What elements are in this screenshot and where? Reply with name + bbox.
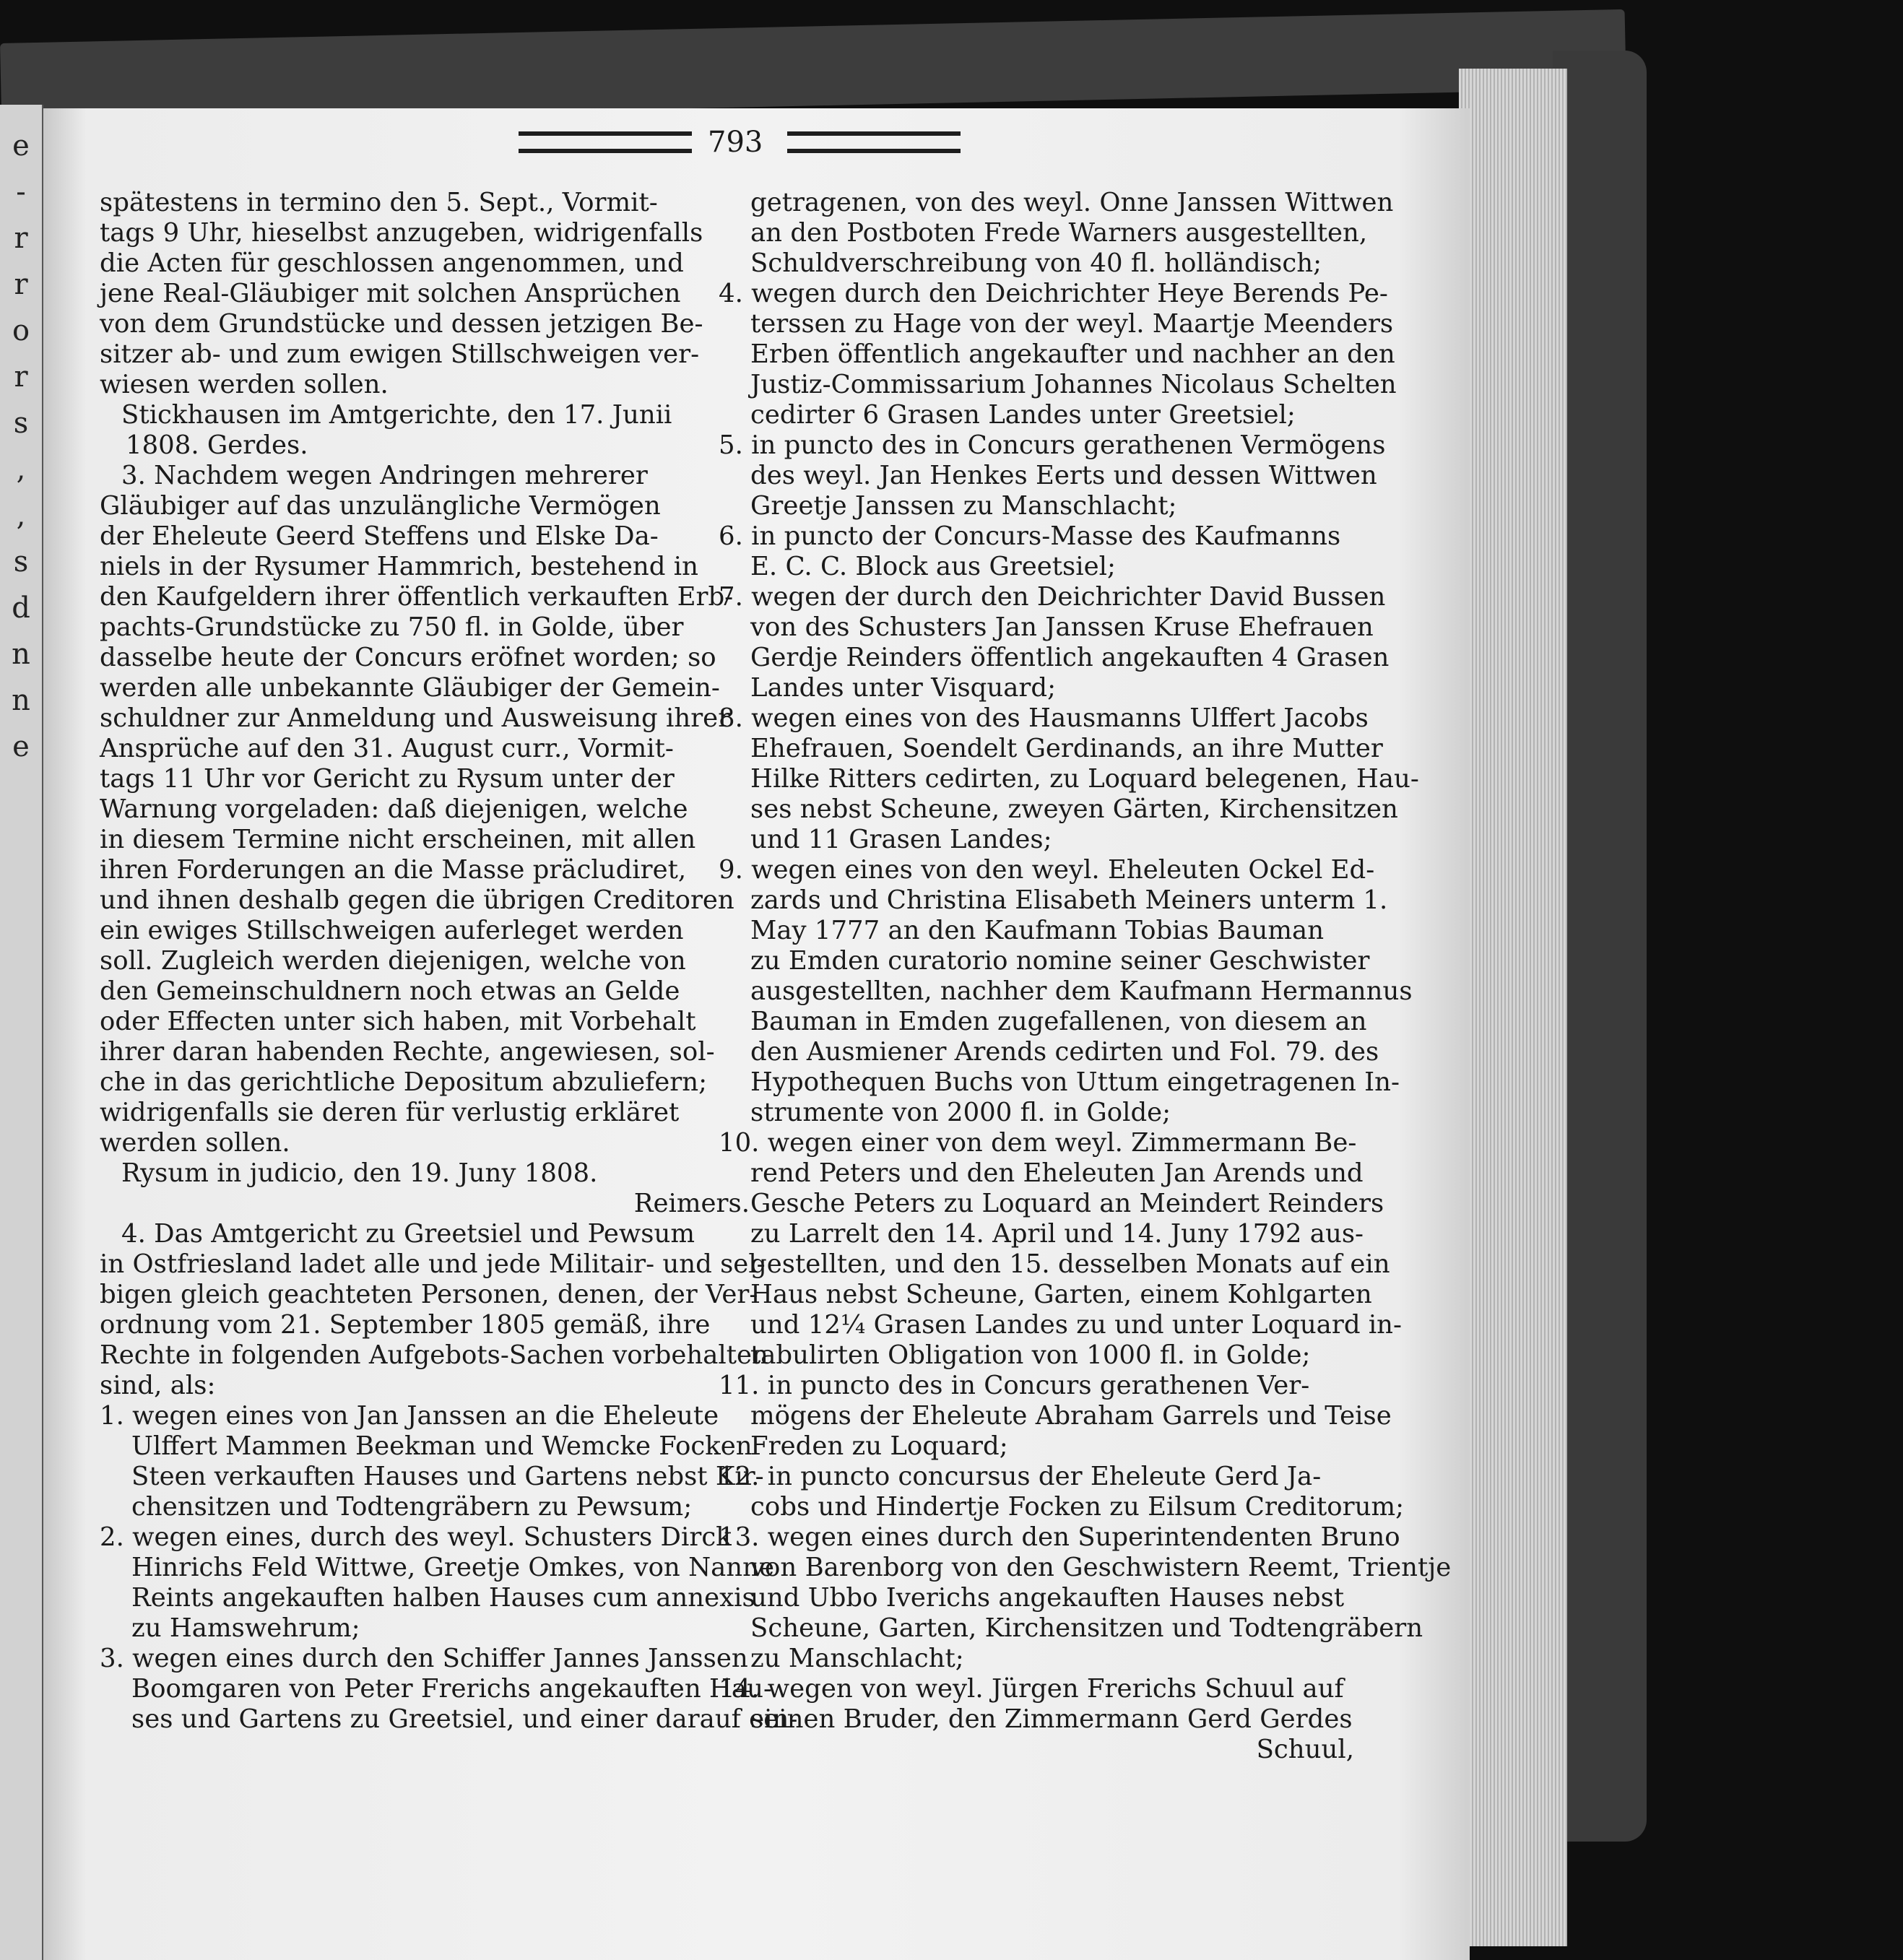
left-column-line: ihrer daran habenden Rechte, angewiesen, sol- [100,1037,715,1067]
right-column-line: ausgestellten, nachher dem Kaufmann Hermannus [750,976,1413,1006]
left-column-line: sitzer ab- und zum ewigen Stillschweigen ver- [100,339,700,369]
left-edge-char: e [12,129,30,162]
left-column-line: schuldner zur Anmeldung und Ausweisung ihrer [100,703,731,733]
left-column-line: 4. Das Amtgericht zu Greetsiel und Pewsum [121,1219,695,1249]
right-column-line: tabulirten Obligation von 1000 fl. in Golde; [750,1340,1311,1370]
left-edge-char: n [12,684,30,717]
right-column-line: 10. wegen einer von dem weyl. Zimmermann Be- [719,1128,1357,1158]
left-column-line: widrigenfalls sie deren für verlustig erkläret [100,1098,680,1127]
right-column-line: gestellten, und den 15. desselben Monats auf ein [750,1249,1390,1279]
left-column-line: 1808. Gerdes. [126,430,308,460]
left-column-line: spätestens in termino den 5. Sept., Vormit- [100,188,658,217]
left-column-line: sind, als: [100,1371,216,1400]
left-column-line: den Kaufgeldern ihrer öffentlich verkauften Erb- [100,582,734,612]
right-column-line: 14. wegen von weyl. Jürgen Frerichs Schuul auf [719,1674,1344,1704]
right-column-line: Schuldverschreibung von 40 fl. holländisch; [750,248,1322,278]
left-column-line: Boomgaren von Peter Frerichs angekauften Hau- [131,1674,772,1704]
right-column-line: rend Peters und den Eheleuten Jan Arends und [750,1158,1364,1188]
right-column-line: Gerdje Reinders öffentlich angekauften 4 Grasen [750,643,1390,672]
right-column-line: getragenen, von des weyl. Onne Janssen Wittwen [750,188,1394,217]
left-column-line: soll. Zugleich werden diejenigen, welche von [100,946,686,976]
left-column-line: Stickhausen im Amtgerichte, den 17. Junii [121,400,672,430]
left-column-line: chensitzen und Todtengräbern zu Pewsum; [131,1492,693,1522]
left-column-line: ein ewiges Stillschweigen auferleget werden [100,916,684,945]
left-column-line: werden sollen. [100,1128,290,1158]
left-column-line: 3. wegen eines durch den Schiffer Jannes Janssen [100,1644,748,1673]
left-edge-char: , [16,499,26,532]
right-column-line: cedirter 6 Grasen Landes unter Greetsiel; [750,400,1296,430]
left-column-line: in diesem Termine nicht erscheinen, mit allen [100,825,696,854]
left-edge-char: r [14,268,28,301]
left-edge-char: - [16,175,26,209]
page-edges [1459,69,1567,1946]
right-column-line: Erben öffentlich angekaufter und nachher an den [750,339,1395,369]
right-column [719,188,1452,1765]
left-column-line: ihren Forderungen an die Masse präcludiret, [100,855,687,885]
left-column-line: pachts-Grundstücke zu 750 fl. in Golde, über [100,612,684,642]
right-column-line: zards und Christina Elisabeth Meiners unterm 1. [750,885,1388,915]
right-column-line: Landes unter Visquard; [750,673,1057,703]
left-column-line: Reints angekauften halben Hauses cum annexis [131,1583,755,1613]
left-column-line: in Ostfriesland ladet alle und jede Militair- und sel- [100,1249,766,1279]
left-column-line: wiesen werden sollen. [100,370,389,399]
left-column-line: den Gemeinschuldnern noch etwas an Gelde [100,976,680,1006]
right-column-line: 5. in puncto des in Concurs gerathenen Vermögens [719,430,1386,460]
book-page [43,108,1470,1960]
left-edge-char: d [12,591,30,625]
right-column-line: 4. wegen durch den Deichrichter Heye Berends Pe- [719,279,1388,308]
right-column-line: Bauman in Emden zugefallenen, von diesem an [750,1007,1367,1036]
left-column-line: tags 11 Uhr vor Gericht zu Rysum unter der [100,764,675,794]
right-column-line: und 11 Grasen Landes; [750,825,1052,854]
right-column-line: Scheune, Garten, Kirchensitzen und Todtengräbern [750,1613,1423,1643]
right-column-line: E. C. C. Block aus Greetsiel; [750,552,1116,581]
left-column-line: dasselbe heute der Concurs eröfnet worden; so [100,643,716,672]
left-edge-char: r [14,222,28,255]
left-column-line: ordnung vom 21. September 1805 gemäß, ihre [100,1310,711,1340]
right-column-line: Ehefrauen, Soendelt Gerdinands, an ihre Mutter [750,734,1383,763]
left-column-line: zu Hamswehrum; [131,1613,360,1643]
left-column [100,188,798,1735]
right-column-line: Greetje Janssen zu Manschlacht; [750,491,1177,521]
right-column-line: 11. in puncto des in Concurs gerathenen Ver- [719,1371,1310,1400]
right-column-line: cobs und Hindertje Focken zu Eilsum Creditorum; [750,1492,1405,1522]
right-column-line: von Barenborg von den Geschwistern Reemt, Trientje [750,1553,1452,1582]
left-column-line: Ansprüche auf den 31. August curr., Vormit- [100,734,674,763]
left-column-line: ses und Gartens zu Greetsiel, und einer darauf ein- [131,1704,798,1734]
left-column-line: Ulffert Mammen Beekman und Wemcke Focken [131,1431,753,1461]
left-column-line: bigen gleich geachteten Personen, denen, der Ver- [100,1280,758,1309]
right-column-line: des weyl. Jan Henkes Eerts und dessen Wittwen [750,461,1377,490]
right-column-line: 9. wegen eines von den weyl. Eheleuten Ockel Ed- [719,855,1375,885]
left-column-line: werden alle unbekannte Gläubiger der Gemein- [100,673,720,703]
right-column-line: terssen zu Hage von der weyl. Maartje Meenders [750,309,1394,339]
right-column-line: und Ubbo Iverichs angekauften Hauses nebst [750,1583,1345,1613]
right-column-line: Schuul, [1256,1735,1354,1764]
right-column-line: den Ausmiener Arends cedirten und Fol. 79. des [750,1037,1379,1067]
right-column-line: strumente von 2000 fl. in Golde; [750,1098,1171,1127]
left-column-line: 1. wegen eines von Jan Janssen an die Eheleute [100,1401,719,1431]
left-column-line: von dem Grundstücke und dessen jetzigen Be- [100,309,703,339]
right-column-line: 7. wegen der durch den Deichrichter David Bussen [719,582,1386,612]
right-column-line: Gesche Peters zu Loquard an Meindert Reinders [750,1189,1384,1218]
left-column-line: che in das gerichtliche Depositum abzuliefern; [100,1067,708,1097]
right-column-line: zu Emden curatorio nomine seiner Geschwister [750,946,1370,976]
left-column-line: 2. wegen eines, durch des weyl. Schusters Dirck [100,1522,732,1552]
right-column-line: Justiz-Commissarium Johannes Nicolaus Schelten [750,370,1397,399]
left-column-line: Gläubiger auf das unzulängliche Vermögen [100,491,661,521]
left-edge-char: e [12,730,30,763]
header-rule-left [519,131,692,153]
right-column-line: May 1777 an den Kaufmann Tobias Bauman [750,916,1325,945]
left-edge-char: , [16,453,26,486]
left-edge-char: r [14,360,28,394]
right-column-line: Freden zu Loquard; [750,1431,1008,1461]
right-column-line: seinen Bruder, den Zimmermann Gerd Gerdes [750,1704,1353,1734]
left-column-line: Hinrichs Feld Wittwe, Greetje Omkes, von Nanne [131,1553,775,1582]
left-column-line: 3. Nachdem wegen Andringen mehrerer [121,461,648,490]
right-column-line: Hilke Ritters cedirten, zu Loquard belegenen, Hau- [750,764,1419,794]
header-rule-right [787,131,961,153]
right-column-line: zu Manschlacht; [750,1644,964,1673]
right-column-line: an den Postboten Frede Warners ausgestellten, [750,218,1368,248]
page-number: 793 [708,126,763,159]
left-page-text [0,123,42,770]
left-column-line: Reimers. [633,1189,750,1218]
left-column-line: der Eheleute Geerd Steffens und Elske Da- [100,521,659,551]
right-column-line: zu Larrelt den 14. April und 14. Juny 1792 aus- [750,1219,1364,1249]
page-header [43,108,1470,173]
left-edge-char: s [13,407,29,440]
right-column-line: 8. wegen eines von des Hausmanns Ulffert Jacobs [719,703,1369,733]
left-column-line: Rechte in folgenden Aufgebots-Sachen vorbehalten [100,1340,768,1370]
left-edge-char: n [12,638,30,671]
left-column-line: niels in der Rysumer Hammrich, bestehend in [100,552,699,581]
right-column-line: und 12¼ Grasen Landes zu und unter Loquard in- [750,1310,1403,1340]
book-cover-top [0,9,1626,123]
right-column-line: Hypothequen Buchs von Uttum eingetragenen In- [750,1067,1400,1097]
right-column-line: 6. in puncto der Concurs-Masse des Kaufmanns [719,521,1341,551]
right-column-line: 13. wegen eines durch den Superintendenten Bruno [719,1522,1400,1552]
right-column-line: von des Schusters Jan Janssen Kruse Ehefrauen [750,612,1374,642]
right-column-line: mögens der Eheleute Abraham Garrels und Teise [750,1401,1392,1431]
right-column-line: ses nebst Scheune, zweyen Gärten, Kirchensitzen [750,794,1398,824]
left-column-line: Warnung vorgeladen: daß diejenigen, welche [100,794,688,824]
left-edge-char: s [13,545,29,578]
left-column-line: die Acten für geschlossen angenommen, und [100,248,684,278]
left-column-line: und ihnen deshalb gegen die übrigen Creditoren [100,885,734,915]
left-edge-char: o [12,314,30,347]
left-column-line: Rysum in judicio, den 19. Juny 1808. [121,1158,598,1188]
left-column-line: jene Real-Gläubiger mit solchen Ansprüchen [100,279,681,308]
left-column-line: oder Effecten unter sich haben, mit Vorbehalt [100,1007,696,1036]
right-column-line: 12. in puncto concursus der Eheleute Gerd Ja- [719,1462,1322,1491]
left-column-line: tags 9 Uhr, hieselbst anzugeben, widrigenfalls [100,218,703,248]
right-column-line: Haus nebst Scheune, Garten, einem Kohlgarten [750,1280,1372,1309]
left-column-line: Steen verkauften Hauses und Gartens nebst Kir- [131,1462,764,1491]
